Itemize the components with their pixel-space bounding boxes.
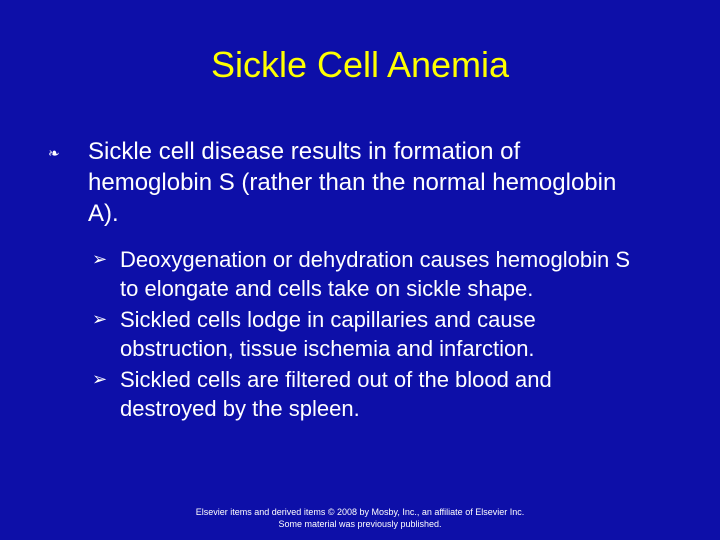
sub-bullet-text: Sickled cells lodge in capillaries and cause obstruction, tissue ischemia and infarction. [120,307,536,361]
sub-bullet-item [92,365,652,423]
main-bullet-text: Sickle cell disease results in formation of hemoglobin S (rather than the normal hemoglobin A). [88,138,617,227]
arrow-bullet-icon: ➢ [92,369,108,389]
sub-bullet-text: Sickled cells are filtered out of the blood and destroyed by the spleen. [120,367,552,421]
sub-bullet-item [92,245,652,303]
footer-line-1: Elsevier items and derived items © 2008 by Mosby, Inc., an affiliate of Elsevier Inc. [195,507,525,517]
copyright-footer [0,506,720,530]
arrow-bullet-icon: ➢ [92,309,108,329]
loop-bullet-icon: ❧ [48,145,60,161]
footer-line-2: Some material was previously published. [278,519,442,529]
sub-bullet-list [92,245,652,425]
main-bullet [48,136,648,229]
slide-title: Sickle Cell Anemia [210,44,510,85]
sub-bullet-text: Deoxygenation or dehydration causes hemoglobin S to elongate and cells take on sickle shape. [120,247,630,301]
arrow-bullet-icon: ➢ [92,249,108,269]
sub-bullet-item [92,305,652,363]
